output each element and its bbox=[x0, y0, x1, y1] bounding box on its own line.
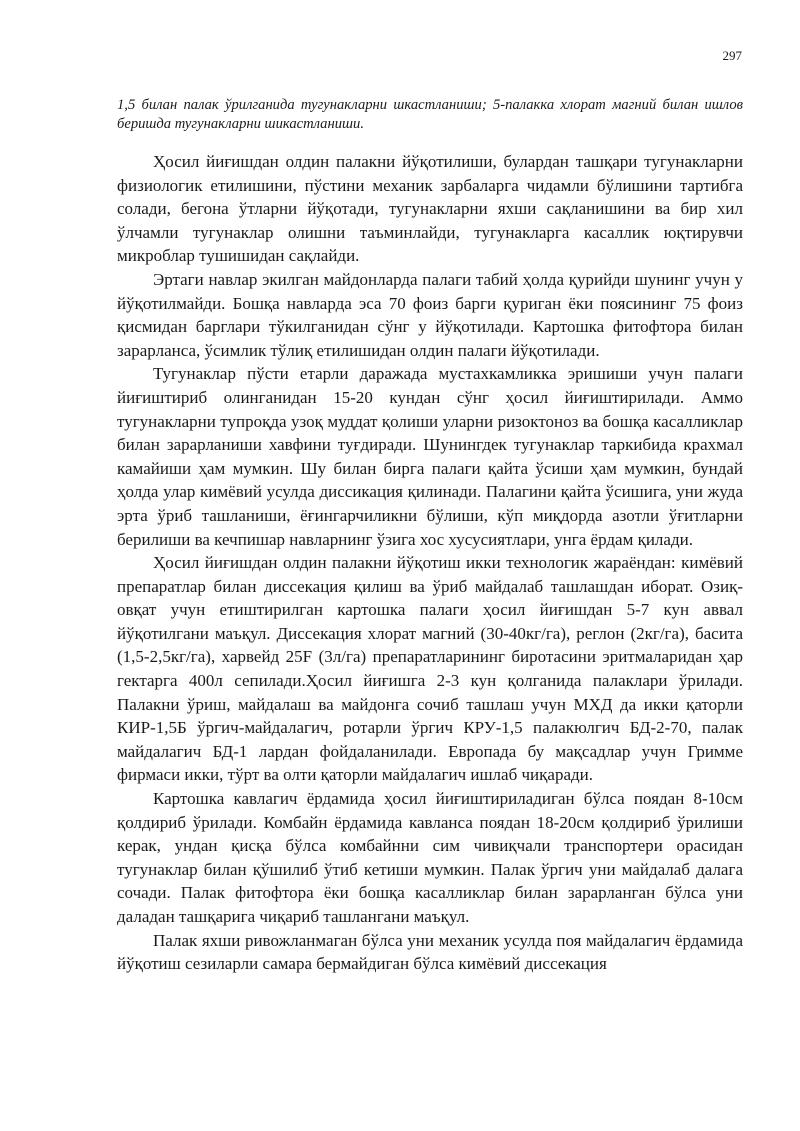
paragraph-2: Эртаги навлар экилган майдонларда палаги табий ҳолда қурийди шунинг учун у йўқотилмайди. Бошқа навларда эса 70 фоиз барги қуриган ёки поясининг 75 фоиз қисмидан барглари тўкилганидан сўнг у йўқотилади. Картошка фитофтора билан зарарланса, ўсимлик тўлиқ етилишидан олдин палаги йўқотилади. bbox=[117, 269, 743, 360]
page-number: 297 bbox=[722, 48, 742, 63]
paragraph-6: Палак яхши ривожланмаган бўлса уни механик усулда поя майдалагич ёрдамида йўқотиш сезиларли самара бермайдиган бўлса кимёвий диссекация bbox=[117, 930, 743, 974]
paragraph-4: Ҳосил йиғишдан олдин палакни йўқотиш икки технологик жараёндан: кимёвий препаратлар билан диссекация қилиш ва ўриб майдалаб ташлашдан иборат. Озиқ-овқат учун етиштирилган картошка палаги ҳосил йиғишдан 5-7 кун аввал йўқотилгани маъқул. Диссекация хлорат магний (30-40кг/га), реглон (2кг/га), басита (1,5-2,5кг/га), харвейд 25F (3л/га) препаратларининг биротасини эритмаларидан ҳар гектарга 400л сепилади.Ҳосил йиғишга 2-3 кун қолганида палаклари ўрилади. Палакни ўриш, майдалаш ва майдонга сочиб ташлаш учун МХД да икки қаторли КИР-1,5Б ўргич-майдалагич, ротарли ўргич КРУ-1,5 палакюлгич БД-2-70, палак майдалагич БД-1 лардан фойдаланилади. Европада бу мақсадлар учун Гримме фирмаси икки, тўрт ва олти қаторли майдалагич ишлаб чиқаради. bbox=[117, 553, 743, 785]
paragraph-5: Картошка кавлагич ёрдамида ҳосил йиғиштириладиган бўлса поядан 8-10см қолдириб ўрилади. Комбайн ёрдамида кавланса поядан 18-20см қолдириб ўрилиши керак, ундан қисқа бўлса комбайнни сим чивиқчали транспортери орасидан тугунаклар билан қўшилиб ўтиб кетиши мумкин. Палак ўргич уни майдалаб далага сочади. Палак фитофтора ёки бошқа касалликлар билан зарарланган бўлса уни даладан ташқарига чиқариб ташлангани маъқул. bbox=[117, 789, 743, 926]
paragraph-1: Ҳосил йиғишдан олдин палакни йўқотилиши, булардан ташқари тугунакларни физиологик етилишини, пўстини механик зарбаларга чидамли бўлишини тартибга солади, бегона ўтларни йўқотади, тугунакларни яхши сақланишини ва бир хил ўлчамли тугунаклар олишни таъминлайди, тугунакларга касаллик юқтирувчи микроблар тушишидан сақлайди. bbox=[117, 152, 743, 266]
paragraph-3: Тугунаклар пўсти етарли даражада мустахкамликка эришиши учун палаги йиғиштириб олинганидан 15-20 кундан сўнг ҳосил йиғиштирилади. Аммо тугунакларни тупроқда узоқ муддат қолиши уларни ризоктоноз ва бошқа касалликлар билан зарарланиши хавфини туғдиради. Шунингдек тугунаклар таркибида крахмал камайиши ҳам мумкин. Шу билан бирга палаги қайта ўсиши ҳам мумкин, бундай ҳолда улар кимёвий усулда диссикация қилинади. Палагини қайта ўсишига, уни жуда эрта ўриб ташланиши, ёғингарчиликни бўлиши, кўп миқдорда азотли ўғитларни берилиши ва кечпишар навларнинг ўзига хос хусусиятлари, унга ёрдам қилади. bbox=[117, 364, 743, 549]
body-text bbox=[117, 150, 743, 976]
figure-caption: 1,5 билан палак ўрилганида тугунакларни шкастланиши; 5-палакка хлорат магний билан ишлов беришда тугунакларни шикастланиши. bbox=[117, 97, 743, 132]
